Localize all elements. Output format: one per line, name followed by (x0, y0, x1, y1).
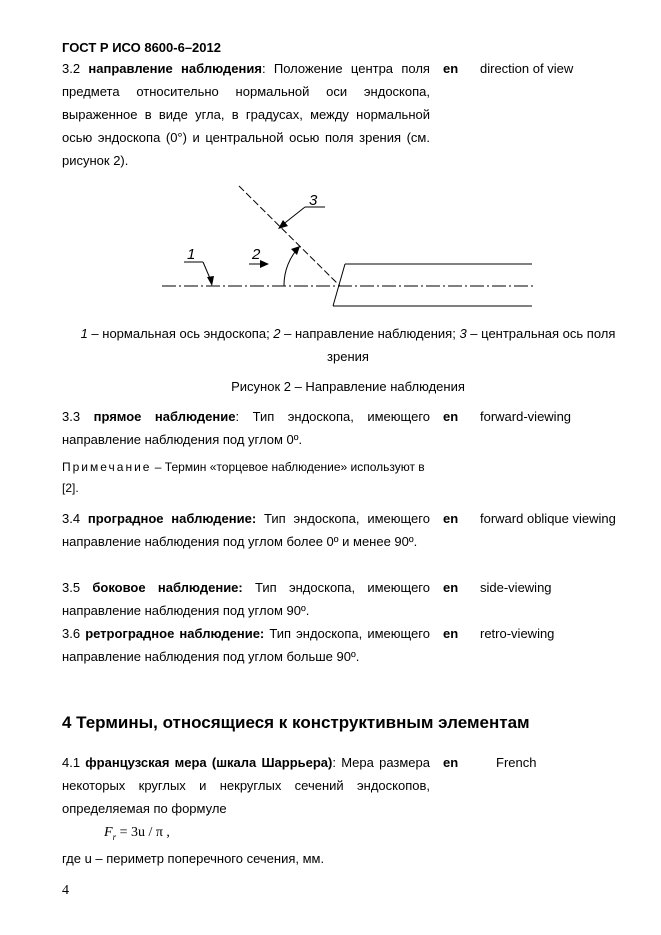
entry-4-1: 4.1 французская мера (шкала Шаррьера): Мера размера некоторых круглых и некруглых сечений эндоскопов, определяемая по формуле (62, 755, 430, 816)
note (62, 457, 430, 499)
entry-3-4: 3.4 проградное наблюдение: Тип эндоскопа, имеющего направление наблюдения под углом более 0º и менее 90º. (62, 511, 430, 549)
entry-number: 3.2 (62, 61, 81, 76)
entry-3-3: 3.3 прямое наблюдение: Тип эндоскопа, имеющего направление наблюдения под углом 0º. (62, 409, 430, 447)
entry-3-6: 3.6 ретроградное наблюдение: Тип эндоскопа, имеющего направление наблюдения под углом больше 90º. (62, 626, 430, 664)
formula-explanation: где u – периметр поперечного сечения, мм. (62, 851, 325, 866)
note-text: – Термин «торцевое наблюдение» используют в [2]. (62, 460, 425, 495)
entry-term: боковое наблюдение: (92, 580, 243, 595)
entry-term: проградное наблюдение: (87, 511, 257, 526)
english-term: side-viewing (480, 580, 552, 595)
lang-code: en (443, 755, 459, 770)
english-term: retro-viewing (480, 626, 555, 641)
lang-code: en (443, 626, 459, 641)
english-term: forward-viewing (480, 409, 572, 424)
entry-3-5: 3.5 боковое наблюдение: Тип эндоскопа, имеющего направление наблюдения под углом 90º. (62, 580, 430, 618)
english-term: French (496, 755, 537, 770)
figure-label-2: 2 (252, 246, 261, 263)
english-term: direction of view (480, 61, 574, 76)
figure-title: Рисунок 2 – Направление наблюдения (231, 379, 465, 394)
lang-code: en (443, 511, 459, 526)
entry-term: направление наблюдения (88, 61, 262, 76)
entry-term: французская мера (шкала Шаррьера) (85, 755, 333, 770)
english-term: forward oblique viewing (480, 511, 616, 526)
formula: $F_r = 3u / \pi$ , (104, 825, 170, 842)
entry-3-2: 3.2 направление наблюдения: Положение центра поля предмета относительно нормальной оси эндоскопа, выраженное в виде угла, в градусах, между нормальной осью эндоскопа (0°) и центральной осью поля зрения (см. рисунок 2). (62, 61, 430, 168)
figure-label-3: 3 (309, 192, 318, 209)
leader-1-arrowhead (207, 276, 214, 286)
page-number: 4 (62, 883, 69, 898)
note-label: Примечание (62, 460, 152, 474)
angle-arrowhead (291, 246, 300, 255)
leader-2-arrowhead (260, 260, 269, 268)
figure-legend: 1 – нормальная ось эндоскопа; 2 – направление наблюдения; 3 – центральная ось поля зрения (80, 326, 616, 364)
entry-definition: Положение центра поля предмета относительно нормальной оси эндоскопа, выраженное в виде угла, в градусах, между нормальной осью эндоскопа (0°) и центральной осью поля зрения (см. рисунок 2). (62, 61, 430, 168)
document-header: ГОСТ Р ИСО 8600-6–2012 (62, 40, 221, 55)
entry-term: ретроградное наблюдение: (85, 626, 265, 641)
lang-code: en (443, 61, 459, 76)
section-title: 4 Термины, относящиеся к конструктивным элементам (62, 713, 530, 732)
figure-label-1: 1 (187, 246, 196, 263)
figure-diagram (150, 180, 550, 315)
lang-code: en (443, 409, 459, 424)
central-axis-line (239, 186, 340, 286)
lang-code: en (443, 580, 459, 595)
entry-term: прямое наблюдение (93, 409, 236, 424)
